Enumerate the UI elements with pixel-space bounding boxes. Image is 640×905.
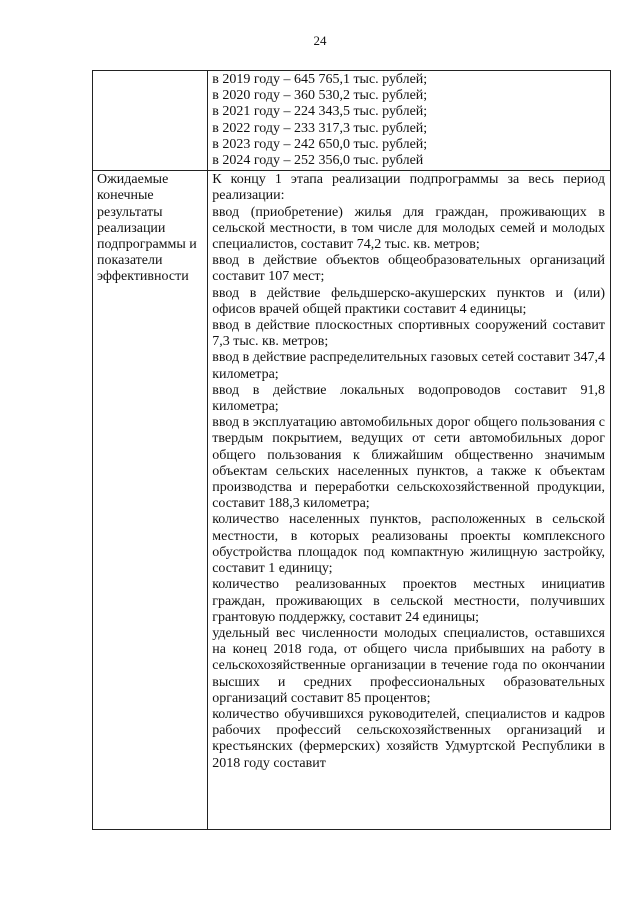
page-number: 24 (313, 33, 327, 48)
indicator-housing-sites: количество населенных пунктов, расположенных в сельской местности, в которых реализованы проекты комплексного обустройства площадок под компактную жилищную застройку, составит 1 единицу; (212, 512, 605, 577)
indicator-roads: ввод в эксплуатацию автомобильных дорог общего пользования с твердым покрытием, ведущих от сети автомобильных дорог общего пользования к ближайшим общественно значимым объектам сельских населенных пунктов, а также к объектам производства и переработки сельскохозяйственной продукции, составит 188,3 километра; (212, 415, 605, 512)
funding-line-2024: в 2024 году – 252 356,0 тыс. рублей (212, 153, 424, 169)
results-label: Ожидаемые конечные результаты реализации подпрограммы и показатели эффективности (97, 172, 197, 285)
funding-line-2019: в 2019 году – 645 765,1 тыс. рублей; (212, 72, 428, 87)
indicator-local-initiatives: количество реализованных проектов местных инициатив граждан, проживающих в сельской местности, получивших грантовую поддержку, составит 24 единицы; (212, 577, 605, 625)
funding-line-2023: в 2023 году – 242 650,0 тыс. рублей; (212, 136, 428, 152)
results-label-cell (93, 171, 208, 830)
indicator-trained-staff: количество обучившихся руководителей, специалистов и кадров рабочих профессий сельскохозяйственных организаций и крестьянских (фермерских) хозяйств Удмуртской Республики в 2018 году составит (212, 706, 605, 771)
indicator-medical-points: ввод в действие фельдшерско-акушерских пунктов и (или) офисов врачей общей практики составит 4 единицы; (212, 285, 605, 317)
results-content-cell (208, 171, 611, 830)
funding-line-2020: в 2020 году – 360 530,2 тыс. рублей; (212, 88, 428, 104)
funding-row (93, 71, 611, 171)
indicator-sports-facilities: ввод в действие плоскостных спортивных сооружений составит 7,3 тыс. кв. метров; (212, 318, 605, 350)
funding-label-cell (93, 71, 208, 171)
indicator-gas-networks: ввод в действие распределительных газовых сетей составит 347,4 километра; (212, 350, 605, 382)
indicator-water-supply: ввод в действие локальных водопроводов составит 91,8 километра; (212, 382, 605, 415)
indicator-young-specialists: удельный вес численности молодых специалистов, оставшихся на конец 2018 года, от общего числа прибывших на работу в сельскохозяйственные организации в течение года по окончании высших и средних профессиональных образовательных организаций составит 85 процентов; (212, 625, 605, 706)
funding-values-cell (208, 71, 611, 171)
passport-table (92, 70, 611, 830)
funding-line-2021: в 2021 году – 224 343,5 тыс. рублей; (212, 104, 428, 120)
funding-line-2022: в 2022 году – 233 317,3 тыс. рублей; (212, 120, 428, 136)
results-row (93, 171, 611, 830)
results-intro: К концу 1 этапа реализации подпрограммы за весь период реализации: (212, 172, 605, 204)
indicator-housing: ввод (приобретение) жилья для граждан, проживающих в сельской местности, в том числе для молодых семей и молодых специалистов, составит 74,2 тыс. кв. метров; (212, 204, 605, 253)
indicator-schools: ввод в действие объектов общеобразовательных организаций составит 107 мест; (212, 253, 605, 285)
